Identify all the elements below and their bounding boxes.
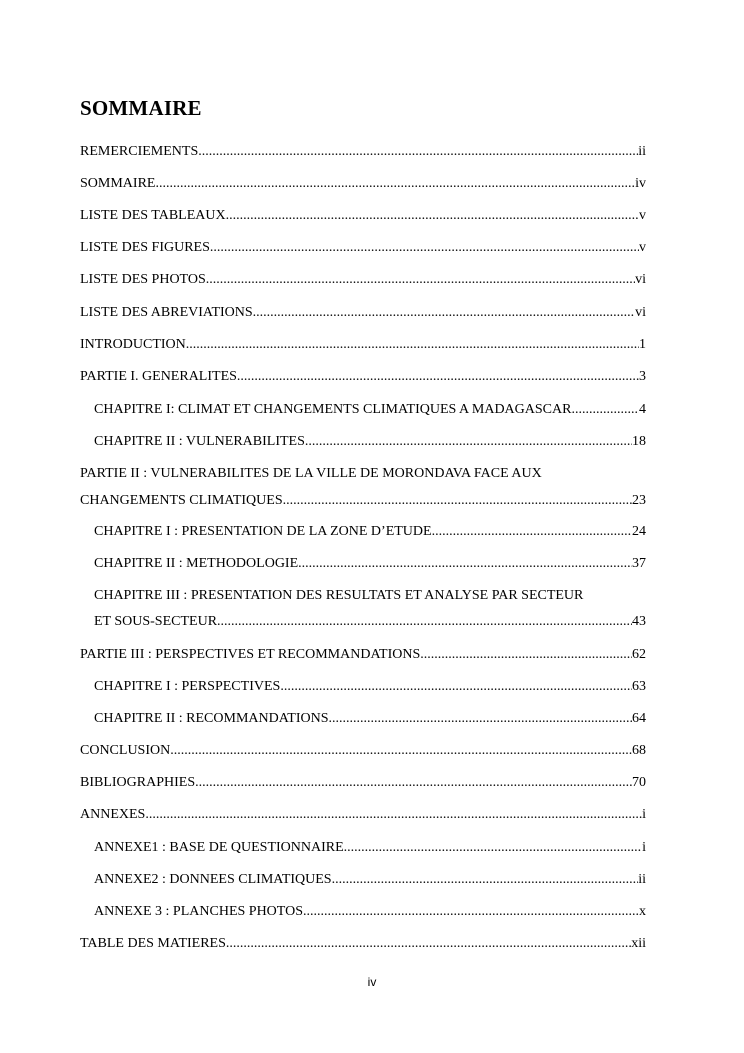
toc-entry-annexe-1[interactable] — [94, 839, 646, 857]
toc-page-number: 37 — [632, 556, 646, 571]
toc-entry-remerciements[interactable] — [80, 143, 646, 161]
toc-entry-annexes[interactable] — [80, 806, 646, 824]
page-title: SOMMAIRE — [80, 96, 202, 120]
toc-entry-label: ANNEXE 3 : PLANCHES PHOTOS — [94, 904, 303, 919]
dot-leader — [303, 903, 639, 921]
toc-entry-label: CHANGEMENTS CLIMATIQUES — [80, 493, 283, 508]
toc-entry-partie-1-chapitre-1[interactable] — [94, 401, 646, 419]
toc-entry-label: LISTE DES PHOTOS — [80, 272, 206, 287]
toc-entry-label: ET SOUS-SECTEUR — [94, 614, 218, 629]
toc-entry-label: BIBLIOGRAPHIES — [80, 775, 196, 790]
toc-entry-label: ANNEXE1 : BASE DE QUESTIONNAIRE — [94, 840, 344, 855]
toc-page-number: 70 — [632, 775, 646, 790]
toc-entry-label: ANNEXES — [80, 807, 146, 822]
toc-page-number: xii — [631, 936, 646, 951]
toc-page-number: 68 — [632, 743, 646, 758]
toc-entry-partie-2[interactable] — [80, 492, 646, 510]
toc-entry-partie-1[interactable] — [80, 368, 646, 386]
toc-entry-bibliographies[interactable] — [80, 774, 646, 792]
toc-entry-label: ANNEXE2 : DONNEES CLIMATIQUES — [94, 872, 332, 887]
dot-leader — [280, 678, 632, 696]
toc-entry-partie-2-line1[interactable]: PARTIE II : VULNERABILITES DE LA VILLE DE MORONDAVA FACE AUX — [80, 466, 542, 481]
toc-page-number: ii — [638, 872, 646, 887]
dot-leader — [329, 710, 632, 728]
toc-entry-partie-2-chapitre-3-line1[interactable]: CHAPITRE III : PRESENTATION DES RESULTATS ET ANALYSE PAR SECTEUR — [94, 588, 584, 603]
toc-page-number: i — [642, 840, 646, 855]
toc-page-number: vi — [635, 305, 646, 320]
toc-entry-label: CHAPITRE I: CLIMAT ET CHANGEMENTS CLIMATIQUES A MADAGASCAR — [94, 402, 572, 417]
dot-leader — [226, 935, 631, 953]
toc-page-number: ii — [638, 144, 646, 159]
dot-leader — [170, 742, 632, 760]
toc-page-number: v — [639, 208, 646, 223]
toc-entry-liste-des-photos[interactable] — [80, 271, 646, 289]
toc-page-number: 23 — [632, 493, 646, 508]
toc-entry-label: TABLE DES MATIERES — [80, 936, 226, 951]
toc-entry-partie-2-chapitre-3[interactable] — [94, 613, 646, 631]
dot-leader — [237, 368, 639, 386]
toc-entry-label: LISTE DES TABLEAUX — [80, 208, 226, 223]
dot-leader — [420, 646, 632, 664]
dot-leader — [432, 523, 632, 541]
dot-leader — [198, 143, 638, 161]
toc-entry-introduction[interactable] — [80, 336, 646, 354]
toc-entry-label: CHAPITRE II : METHODOLOGIE — [94, 556, 299, 571]
toc-entry-sommaire[interactable] — [80, 175, 646, 193]
dot-leader — [210, 239, 639, 257]
toc-entry-label: INTRODUCTION — [80, 337, 186, 352]
toc-entry-liste-des-figures[interactable] — [80, 239, 646, 257]
toc-entry-annexe-3[interactable] — [94, 903, 646, 921]
toc-page-number: 62 — [632, 647, 646, 662]
dot-leader — [155, 175, 635, 193]
toc-entry-label: CHAPITRE II : VULNERABILITES — [94, 434, 305, 449]
dot-leader — [253, 304, 635, 322]
toc-entry-partie-3-chapitre-2[interactable] — [94, 710, 646, 728]
toc-entry-label: REMERCIEMENTS — [80, 144, 199, 159]
dot-leader — [344, 839, 642, 857]
toc-entry-label: PARTIE I. GENERALITES — [80, 369, 237, 384]
toc-page-number: 18 — [632, 434, 646, 449]
toc-page-number: i — [642, 807, 646, 822]
dot-leader — [298, 555, 632, 573]
toc-page-number: 43 — [632, 614, 646, 629]
toc-entry-label: PARTIE III : PERSPECTIVES ET RECOMMANDATIONS — [80, 647, 421, 662]
toc-page-number: 4 — [639, 402, 646, 417]
dot-leader — [195, 774, 632, 792]
toc-page-number: iv — [635, 176, 646, 191]
toc-page-number: 3 — [639, 369, 646, 384]
dot-leader — [226, 207, 639, 225]
toc-entry-partie-3-chapitre-1[interactable] — [94, 678, 646, 696]
toc-page-number: 1 — [639, 337, 646, 352]
toc-entry-partie-1-chapitre-2[interactable] — [94, 433, 646, 451]
toc-page-number: vi — [635, 272, 646, 287]
toc-entry-partie-2-chapitre-1[interactable] — [94, 523, 646, 541]
toc-entry-partie-2-chapitre-2[interactable] — [94, 555, 646, 573]
dot-leader — [332, 871, 639, 889]
toc-entry-liste-des-tableaux[interactable] — [80, 207, 646, 225]
toc-entry-label: CHAPITRE II : RECOMMANDATIONS — [94, 711, 329, 726]
toc-entry-label: CHAPITRE I : PERSPECTIVES — [94, 679, 281, 694]
dot-leader — [145, 806, 642, 824]
toc-entry-conclusion[interactable] — [80, 742, 646, 760]
toc-entry-annexe-2[interactable] — [94, 871, 646, 889]
toc-page-number: 64 — [632, 711, 646, 726]
page-footer-number: iv — [367, 975, 377, 989]
toc-entry-partie-3[interactable] — [80, 646, 646, 664]
toc-entry-label: LISTE DES ABREVIATIONS — [80, 305, 253, 320]
toc-entry-liste-des-abreviations[interactable] — [80, 304, 646, 322]
dot-leader — [186, 336, 639, 354]
dot-leader — [217, 613, 632, 631]
dot-leader — [305, 433, 632, 451]
dot-leader — [206, 271, 635, 289]
toc-entry-table-des-matieres[interactable] — [80, 935, 646, 953]
toc-entry-label: LISTE DES FIGURES — [80, 240, 210, 255]
toc-entry-label: CONCLUSION — [80, 743, 171, 758]
dot-leader — [571, 401, 639, 419]
toc-page-number: 63 — [632, 679, 646, 694]
toc-page-number: 24 — [632, 524, 646, 539]
toc-entry-label: SOMMAIRE — [80, 176, 156, 191]
toc-page-number: v — [639, 240, 646, 255]
toc-page-number: x — [639, 904, 646, 919]
dot-leader — [283, 492, 632, 510]
toc-entry-label: CHAPITRE I : PRESENTATION DE LA ZONE D’ETUDE — [94, 524, 432, 539]
